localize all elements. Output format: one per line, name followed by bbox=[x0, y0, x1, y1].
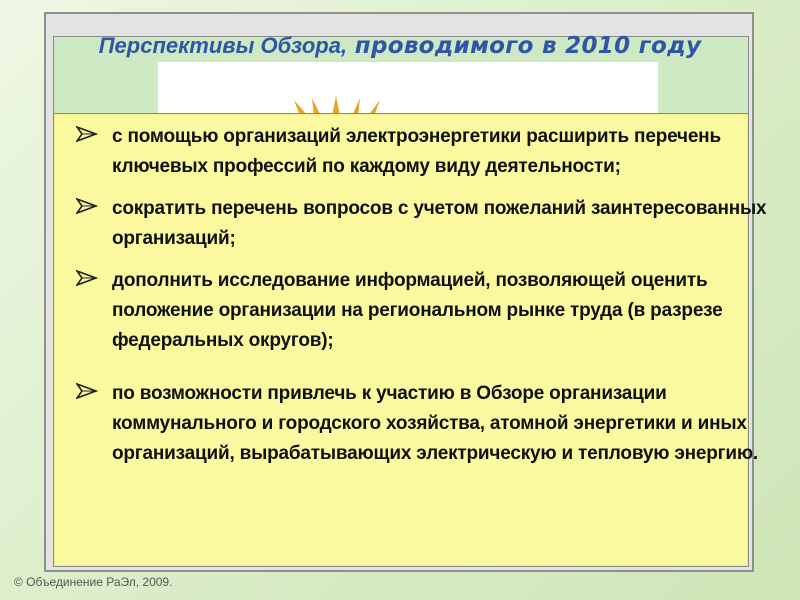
title-part-1: Перспективы Обзора, bbox=[98, 33, 348, 58]
list-item-text: дополнить исследование информацией, позволяющей оценить положение организации на региональном рынке труда (в разрезе федеральных округов); bbox=[112, 270, 723, 351]
list-item-text: по возможности привлечь к участию в Обзоре организации коммунального и городского хозяйства, атомной энергетики и иных организаций, вырабатывающих электрическую и тепловую энергию. bbox=[112, 383, 758, 464]
arrow-bullet-icon bbox=[76, 125, 98, 143]
title-part-2: проводимого в 2010 году bbox=[354, 33, 702, 59]
arrow-bullet-icon bbox=[76, 269, 98, 287]
list-item-text: с помощью организаций электроэнергетики расширить перечень ключевых профессий по каждому виду деятельности; bbox=[112, 126, 721, 177]
content-panel bbox=[53, 113, 767, 567]
list-item bbox=[90, 379, 790, 469]
list-item bbox=[90, 266, 790, 356]
title-inner-panel bbox=[158, 62, 658, 114]
list-item bbox=[90, 122, 790, 182]
page-title bbox=[60, 28, 740, 65]
list-item-text: сократить перечень вопросов с учетом пожеланий заинтересованных организаций; bbox=[112, 198, 767, 249]
arrow-bullet-icon bbox=[76, 382, 98, 400]
arrow-bullet-icon bbox=[76, 197, 98, 215]
list-item bbox=[90, 194, 790, 254]
copyright-footer: © Объединение РаЭл, 2009. bbox=[14, 575, 173, 589]
